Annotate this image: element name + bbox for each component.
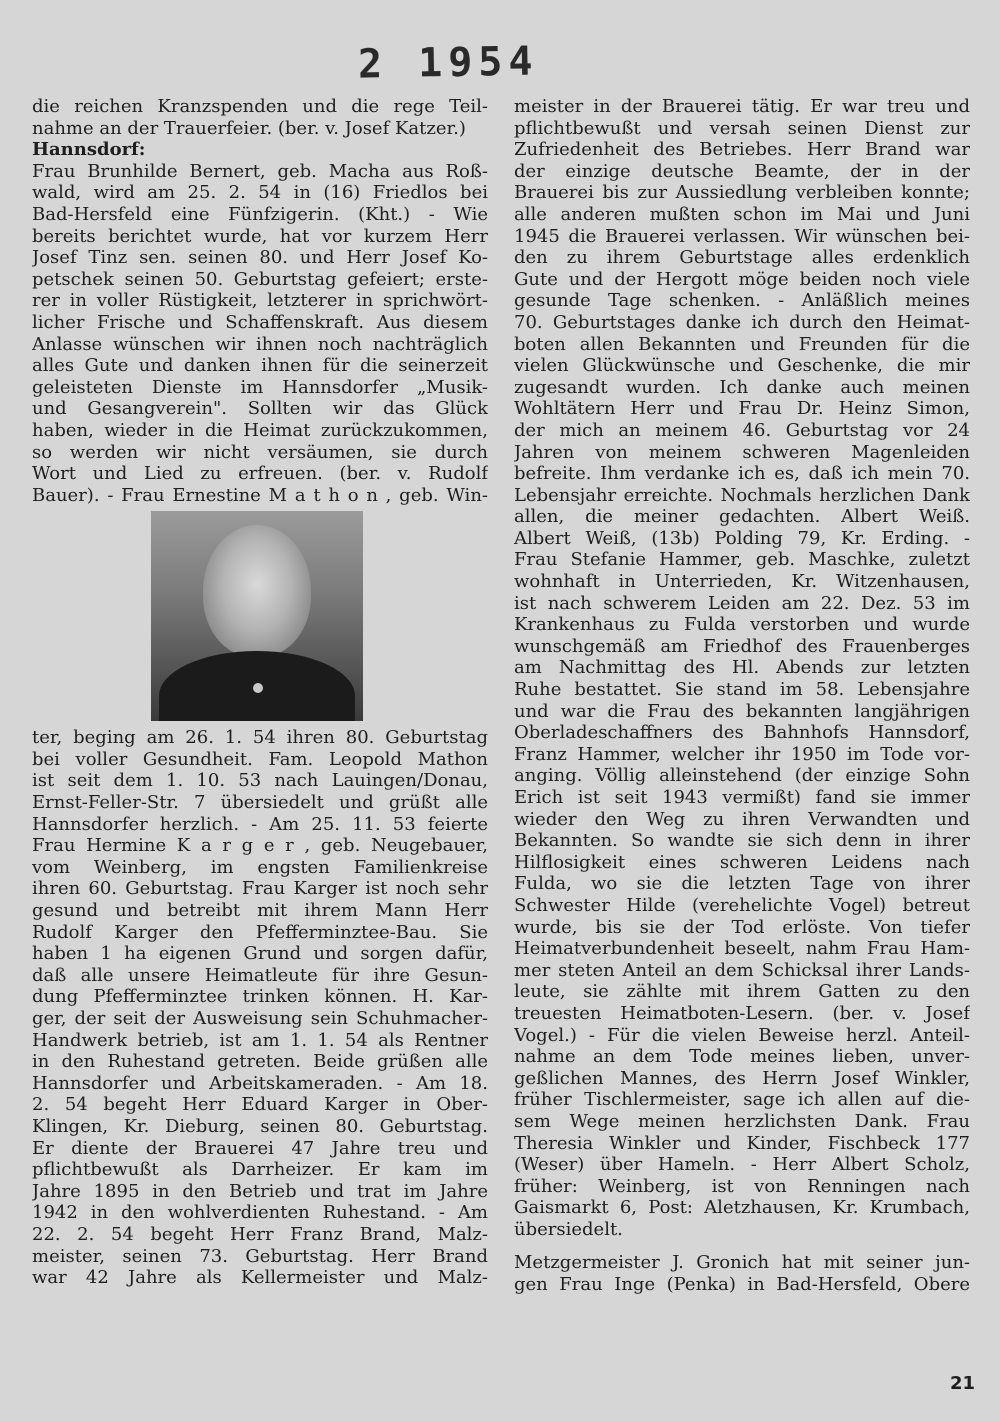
text-line: den zu ihrem Geburtstage alles erdenklich [514, 247, 970, 269]
text-line: wohnhaft in Unterrieden, Kr. Witzenhausen, [514, 571, 970, 593]
text-line: Handwerk betrieb, ist am 1. 1. 54 als Rentner [32, 1029, 488, 1051]
text-line: Gute und der Hergott möge beiden noch viele [514, 268, 970, 290]
text-line: Hilflosigkeit eines schweren Leidens nach [514, 851, 970, 873]
text-line: vielen Glückwünsche und Geschenke, die mir [514, 355, 970, 377]
text-line: leute, sie zählte mit ihrem Gatten zu den [514, 981, 970, 1003]
text-line: befreite. Ihm verdanke ich es, daß ich mein 70. [514, 463, 970, 485]
text-line: Brauerei bis zur Aussiedlung verbleiben konnte; [514, 182, 970, 204]
text-line: wunschgemäß am Friedhof des Frauenberges [514, 635, 970, 657]
text-line: vom Weinberg, im engsten Familienkreise [32, 856, 488, 878]
text-line: Heimatverbundenheit beseelt, nahm Frau Ham- [514, 938, 970, 960]
text-line: Krankenhaus zu Fulda verstorben und wurde [514, 614, 970, 636]
text-line: am Nachmittag des Hl. Abends zur letzten [514, 657, 970, 679]
text-line: meister, seinen 73. Geburtstag. Herr Brand [32, 1245, 488, 1267]
text-line: Albert Weiß, (13b) Polding 79, Kr. Erding. - [514, 527, 970, 549]
text-line: ihren 60. Geburtstag. Frau Karger ist noch sehr [32, 878, 488, 900]
text-line: die reichen Kranzspenden und die rege Teil- [32, 96, 488, 117]
text-line: nahme an dem Tode meines lieben, unver- [514, 1046, 970, 1068]
text-line: Rudolf Karger den Pfefferminztee-Bau. Sie [32, 921, 488, 943]
text-line: treuesten Heimatboten-Lesern. (ber. v. Josef [514, 1002, 970, 1024]
text-line: (Weser) über Hameln. - Herr Albert Scholz, [514, 1154, 970, 1176]
text-line: ter, beging am 26. 1. 54 ihren 80. Geburtstag [32, 727, 488, 749]
text-line: und Gesangverein". Sollten wir das Glück [32, 398, 488, 420]
text-line: bei voller Gesundheit. Fam. Leopold Mathon [32, 748, 488, 770]
text-line: 2. 54 begeht Herr Eduard Karger in Ober- [32, 1094, 488, 1116]
page-number: 21 [950, 1373, 976, 1394]
text-line: bereits berichtet wurde, hat vor kurzem Herr [32, 225, 488, 247]
text-line: Hannsdorfer herzlich. - Am 25. 11. 53 feierte [32, 813, 488, 835]
text-line: gesund und betreibt mit ihrem Mann Herr [32, 900, 488, 922]
text-line: Lebensjahr erreichte. Nochmals herzlichen Dank [514, 484, 970, 506]
text-line: geßlichen Mannes, des Herrn Josef Winkler, [514, 1067, 970, 1089]
right-column [514, 96, 970, 1296]
text-line: pflichtbewußt und versah seinen Dienst zur [514, 117, 970, 139]
text-line: Vogel.) - Für die vielen Beweise herzl. Anteil- [514, 1024, 970, 1046]
text-line: Josef Tinz sen. seinen 80. und Herr Josef Ko- [32, 247, 488, 269]
portrait-photo [151, 511, 363, 721]
text-line: alles Gute und danken ihnen für die seinerzeit [32, 355, 488, 377]
text-line: rer in voller Rüstigkeit, letzterer in sprichwört- [32, 290, 488, 312]
text-line: Wort und Lied zu erfreuen. (ber. v. Rudolf [32, 463, 488, 485]
text-line: Frau Brunhilde Bernert, geb. Macha aus Roß- [32, 160, 488, 182]
text-line: wald, wird am 25. 2. 54 in (16) Friedlos bei [32, 182, 488, 204]
text-line: 22. 2. 54 begeht Herr Franz Brand, Malz- [32, 1223, 488, 1245]
text-line: Franz Hammer, welcher ihr 1950 im Tode vor- [514, 743, 970, 765]
text-line: Jahren von meinem schweren Magenleiden [514, 441, 970, 463]
text-line: Er diente der Brauerei 47 Jahre treu und [32, 1137, 488, 1159]
text-line: Anlasse wünschen wir ihnen noch nachträglich [32, 333, 488, 355]
year-stamp: 2 1954 [357, 38, 539, 88]
text-line: 70. Geburtstages danke ich durch den Heimat- [514, 311, 970, 333]
text-line: früher Tischlermeister, sage ich allen auf die- [514, 1089, 970, 1111]
text-line: allen, die meiner gedachten. Albert Weiß. [514, 506, 970, 528]
left-column [32, 96, 488, 1289]
text-line: Klingen, Kr. Dieburg, seinen 80. Geburtstag. [32, 1115, 488, 1137]
text-line: Gaismarkt 6, Post: Aletzhausen, Kr. Krumbach, [514, 1197, 970, 1219]
text-line: licher Frische und Schaffenskraft. Aus diesem [32, 311, 488, 333]
text-line: Bekannten. So wandte sie sich denn in ihrer [514, 830, 970, 852]
text-line: 1945 die Brauerei verlassen. Wir wünschen bei- [514, 225, 970, 247]
text-line: Wohltätern Herr und Frau Dr. Heinz Simon, [514, 398, 970, 420]
text-line: Frau Hermine K a r g e r , geb. Neugebauer, [32, 835, 488, 857]
text-line: in den Ruhestand getreten. Beide grüßen alle [32, 1051, 488, 1073]
text-line: haben 1 ha eigenen Grund und sorgen dafür, [32, 943, 488, 965]
text-line: petschek seinen 50. Geburtstag gefeiert; erste- [32, 268, 488, 290]
text-line: daß alle unsere Heimatleute für ihre Gesun- [32, 964, 488, 986]
text-line: mer steten Anteil an dem Schicksal ihrer Lands- [514, 959, 970, 981]
text-line: sem Wege meinen herzlichsten Dank. Frau [514, 1110, 970, 1132]
text-line: und war die Frau des bekannten langjährigen [514, 700, 970, 722]
text-line: ist seit dem 1. 10. 53 nach Lauingen/Donau, [32, 770, 488, 792]
text-line: Schwester Hilde (verehelichte Vogel) betreut [514, 894, 970, 916]
text-line: wieder den Weg zu ihren Verwandten und [514, 808, 970, 830]
text-line: früher: Weinberg, ist von Renningen nach [514, 1175, 970, 1197]
text-line: gesunde Tage schenken. - Anläßlich meines [514, 290, 970, 312]
text-line: geleisteten Dienste im Hannsdorfer „Musik- [32, 376, 488, 398]
text-line: ist nach schwerem Leiden am 22. Dez. 53 im [514, 592, 970, 614]
text-line: anging. Völlig alleinstehend (der einzige Sohn [514, 765, 970, 787]
text-line: pflichtbewußt als Darrheizer. Er kam im [32, 1159, 488, 1181]
text-line: Ruhe bestattet. Sie stand im 58. Lebensjahre [514, 679, 970, 701]
text-line: boten allen Bekannten und Freunden für die [514, 333, 970, 355]
text-line: war 42 Jahre als Kellermeister und Malz- [32, 1267, 488, 1289]
text-line: Metzgermeister J. Gronich hat mit seiner jun- [514, 1252, 970, 1274]
text-line: der mich an meinem 46. Geburtstag vor 24 [514, 419, 970, 441]
section-heading: Hannsdorf: [32, 139, 146, 161]
text-line: ger, der seit der Ausweisung sein Schuhmacher- [32, 1008, 488, 1029]
text-line: übersiedelt. [514, 1218, 623, 1240]
text-line: 1942 in den wohlverdienten Ruhestand. - Am [32, 1202, 488, 1224]
text-line: Fulda, wo sie die letzten Tage von ihrer [514, 873, 970, 895]
text-line: Erich ist seit 1943 vermißt) fand sie immer [514, 787, 970, 808]
text-line: Oberladeschaffners des Bahnhofs Hannsdorf, [514, 722, 970, 744]
text-line: haben, wieder in die Heimat zurückzukommen, [32, 419, 488, 441]
text-line: Theresia Winkler und Kinder, Fischbeck 177 [514, 1132, 970, 1154]
text-line: meister in der Brauerei tätig. Er war treu und [514, 96, 970, 117]
text-line: zugesandt wurden. Ich danke auch meinen [514, 376, 970, 398]
text-line: wurde, bis sie der Tod erlöste. Von tiefer [514, 916, 970, 938]
text-line: so werden wir nicht versäumen, sie durch [32, 441, 488, 463]
text-line: Zufriedenheit des Betriebes. Herr Brand war [514, 139, 970, 161]
text-line: Ernst-Feller-Str. 7 übersiedelt und grüßt alle [32, 792, 488, 814]
text-line: dung Pfefferminztee trinken können. H. Kar- [32, 986, 488, 1008]
text-line: Frau Stefanie Hammer, geb. Maschke, zuletzt [514, 549, 970, 571]
text-line: Bauer). - Frau Ernestine M a t h o n , geb. Win- [32, 484, 488, 506]
text-line: der einzige deutsche Beamte, der in der [514, 160, 970, 182]
text-line: Jahre 1895 in den Betrieb und trat im Jahre [32, 1180, 488, 1202]
text-line: alle anderen mußten schon im Mai und Juni [514, 203, 970, 225]
text-line: nahme an der Trauerfeier. (ber. v. Josef Katzer.) [32, 117, 466, 139]
text-line: Hannsdorfer und Arbeitskameraden. - Am 18. [32, 1072, 488, 1094]
text-line: Bad-Hersfeld eine Fünfzigerin. (Kht.) - Wie [32, 203, 488, 225]
text-line: gen Frau Inge (Penka) in Bad-Hersfeld, Obere [514, 1274, 970, 1296]
